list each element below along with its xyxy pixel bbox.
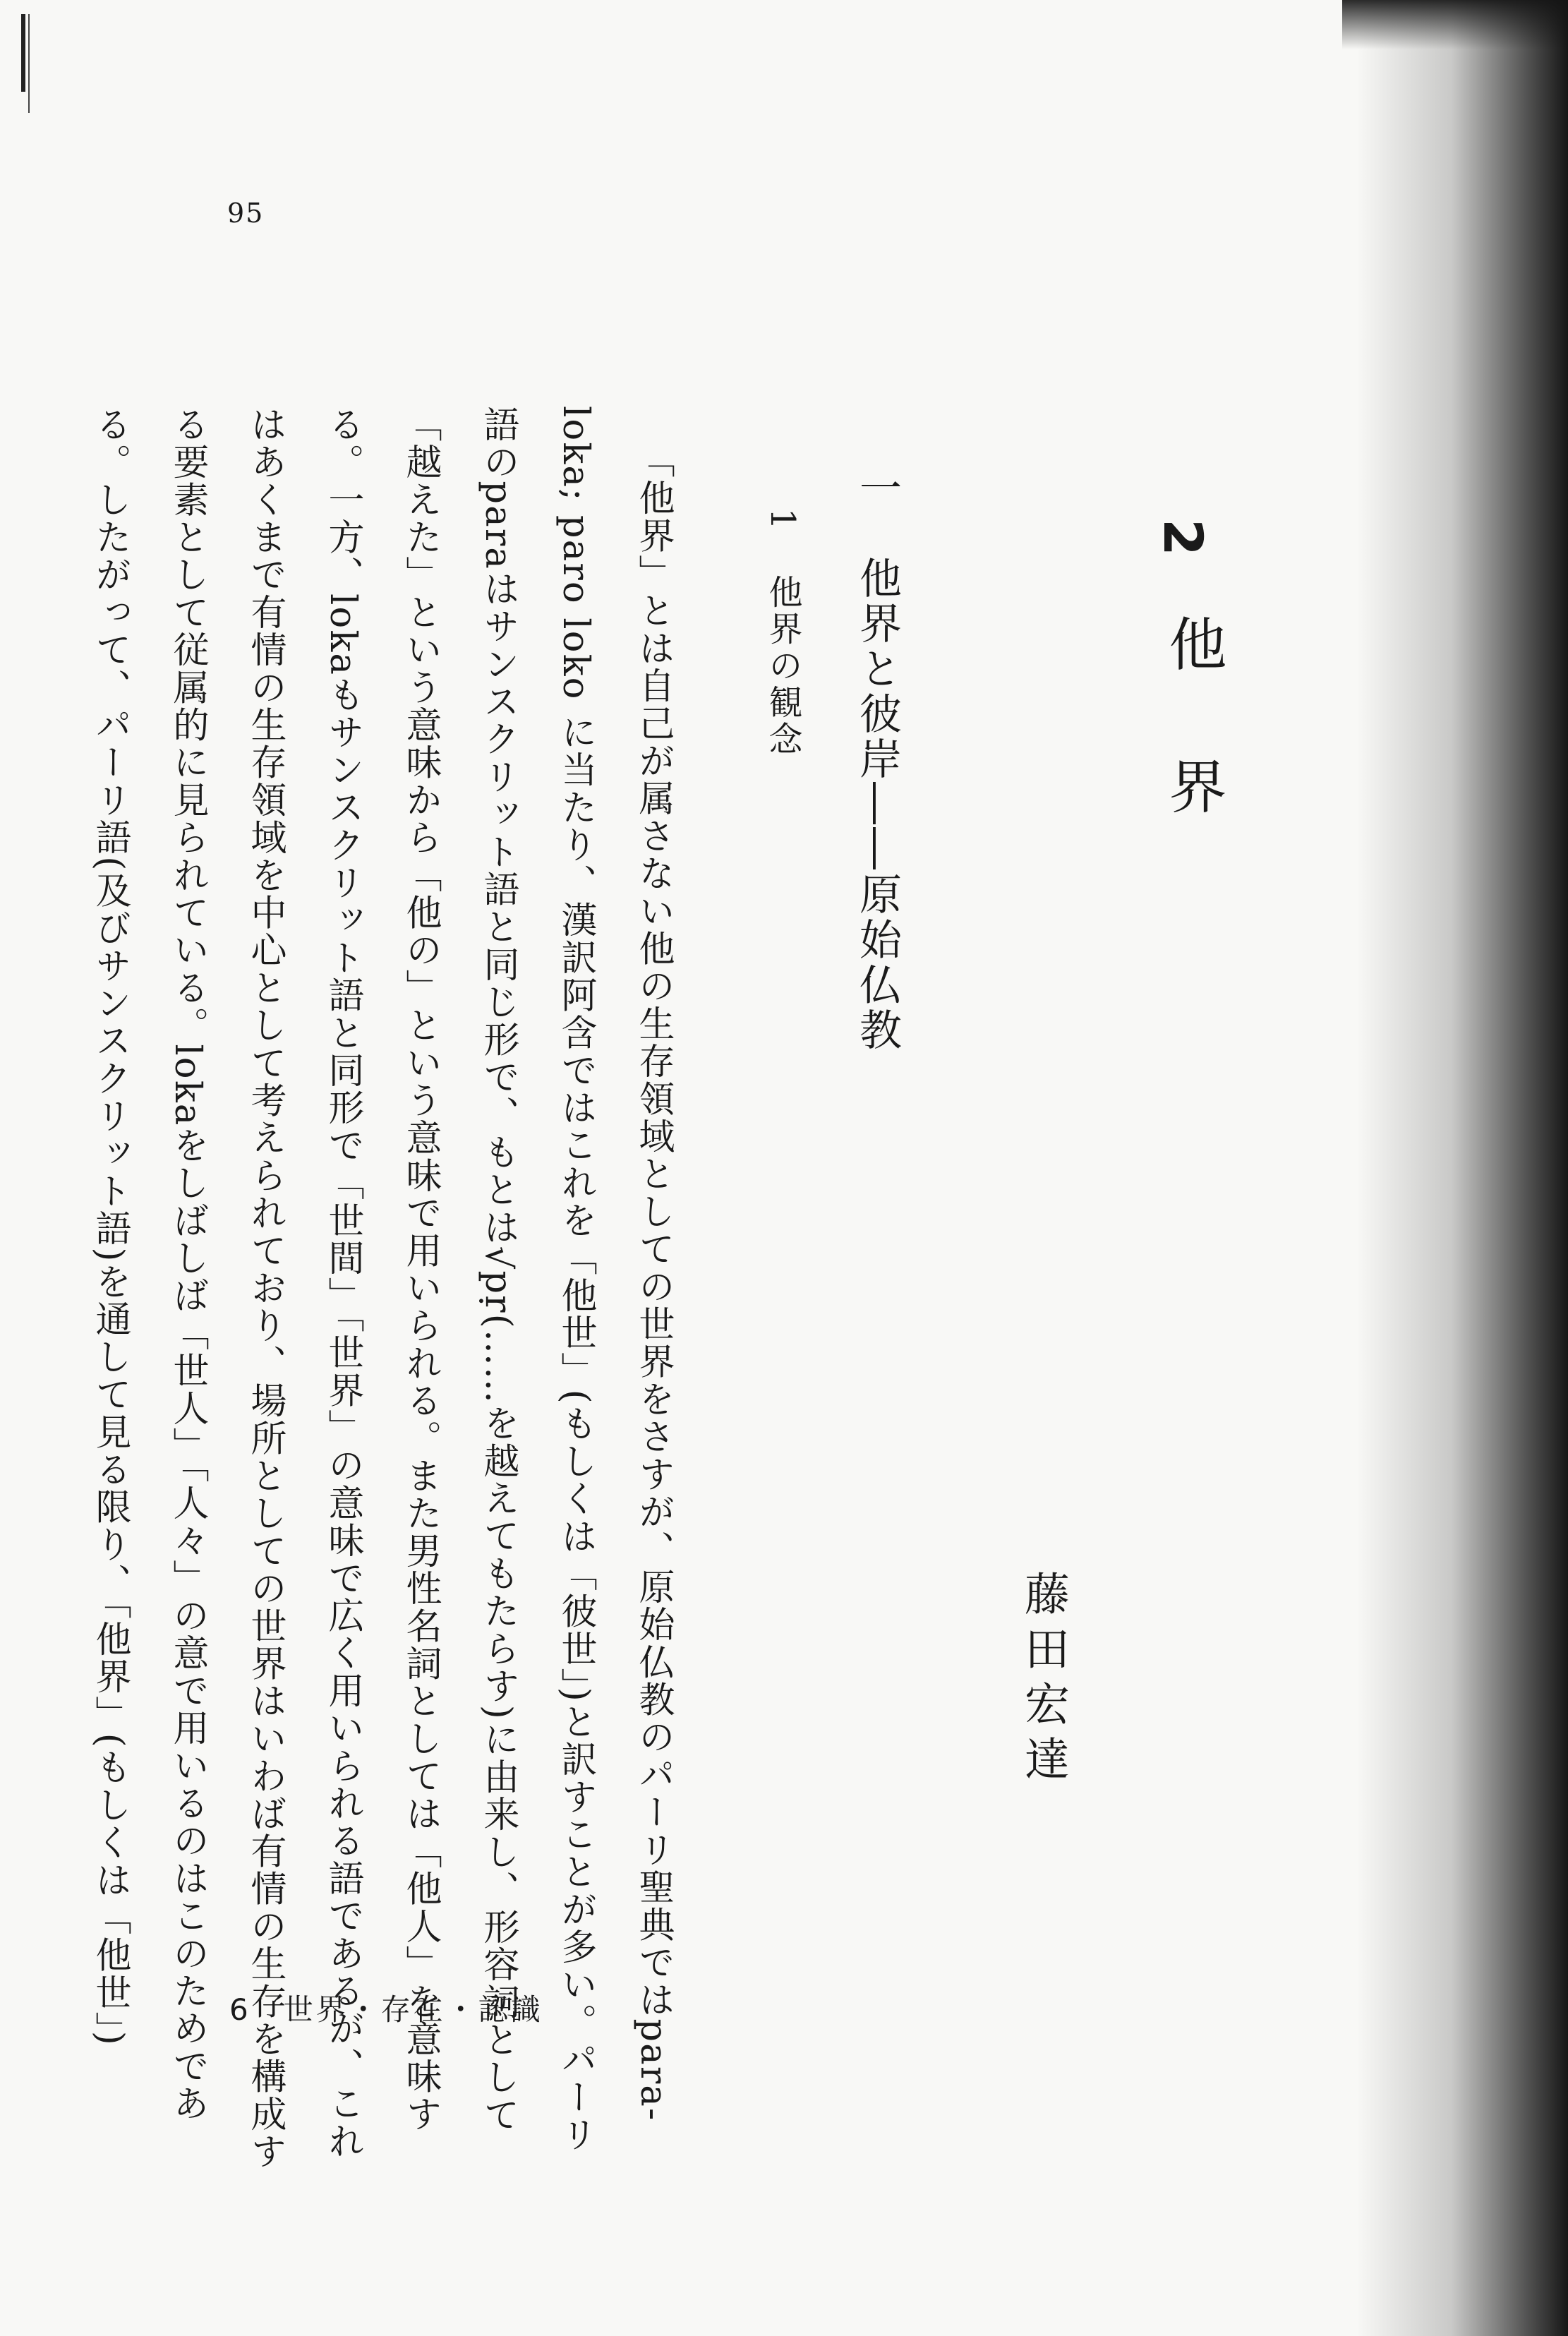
binding-mark bbox=[21, 14, 25, 92]
top-edge-shadow bbox=[1342, 0, 1568, 49]
body-text bbox=[89, 406, 692, 2184]
page-edge-shadow bbox=[1356, 0, 1568, 2336]
chapter-number: 2 bbox=[1152, 519, 1214, 556]
running-footer: 6 世界・存在・認識 bbox=[229, 1992, 543, 2027]
body-paragraph: 「他界」とは自己が属さない他の生存領域としての世界をさすが、原始仏教のパーリ聖典ではpara-loka; paro loko に当たり、漢訳阿含ではこれを「他世」(もしくは「彼世」)と訳すことが多い。パーリ語のparaはサンスクリット語と同じ形で、もとは√pṛ(……を越えてもたらす)に由来し、形容詞として「越えた」という意味から「他の」という意味で用いられる。また男性名詞としては「他人」を意味する。一方、lokaもサンスクリット語と同形で「世間」「世界」の意味で広く用いられる語であるが、これはあくまで有情の生存領域を中心として考えられており、場所としての世界はいわば有情の生存を構成する要素として従属的に見られている。lokaをしばしば「世人」「人々」の意で用いるのはこのためである。したがって、パーリ語(及びサンスクリット語)を通して見る限り、「他界」(もしくは「他世」) bbox=[89, 406, 674, 2171]
subsection-heading bbox=[759, 508, 807, 758]
page-number: 95 bbox=[227, 198, 265, 229]
author-name: 藤田宏達 bbox=[1017, 1570, 1069, 1790]
binding-mark-thin bbox=[28, 14, 30, 113]
section-title: 一 他界と彼岸――原始仏教 bbox=[852, 466, 902, 1053]
subsection-number: 1 bbox=[763, 508, 802, 533]
chapter-title: 他界 bbox=[1159, 614, 1226, 899]
subsection-title: 他界の観念 bbox=[763, 574, 802, 758]
